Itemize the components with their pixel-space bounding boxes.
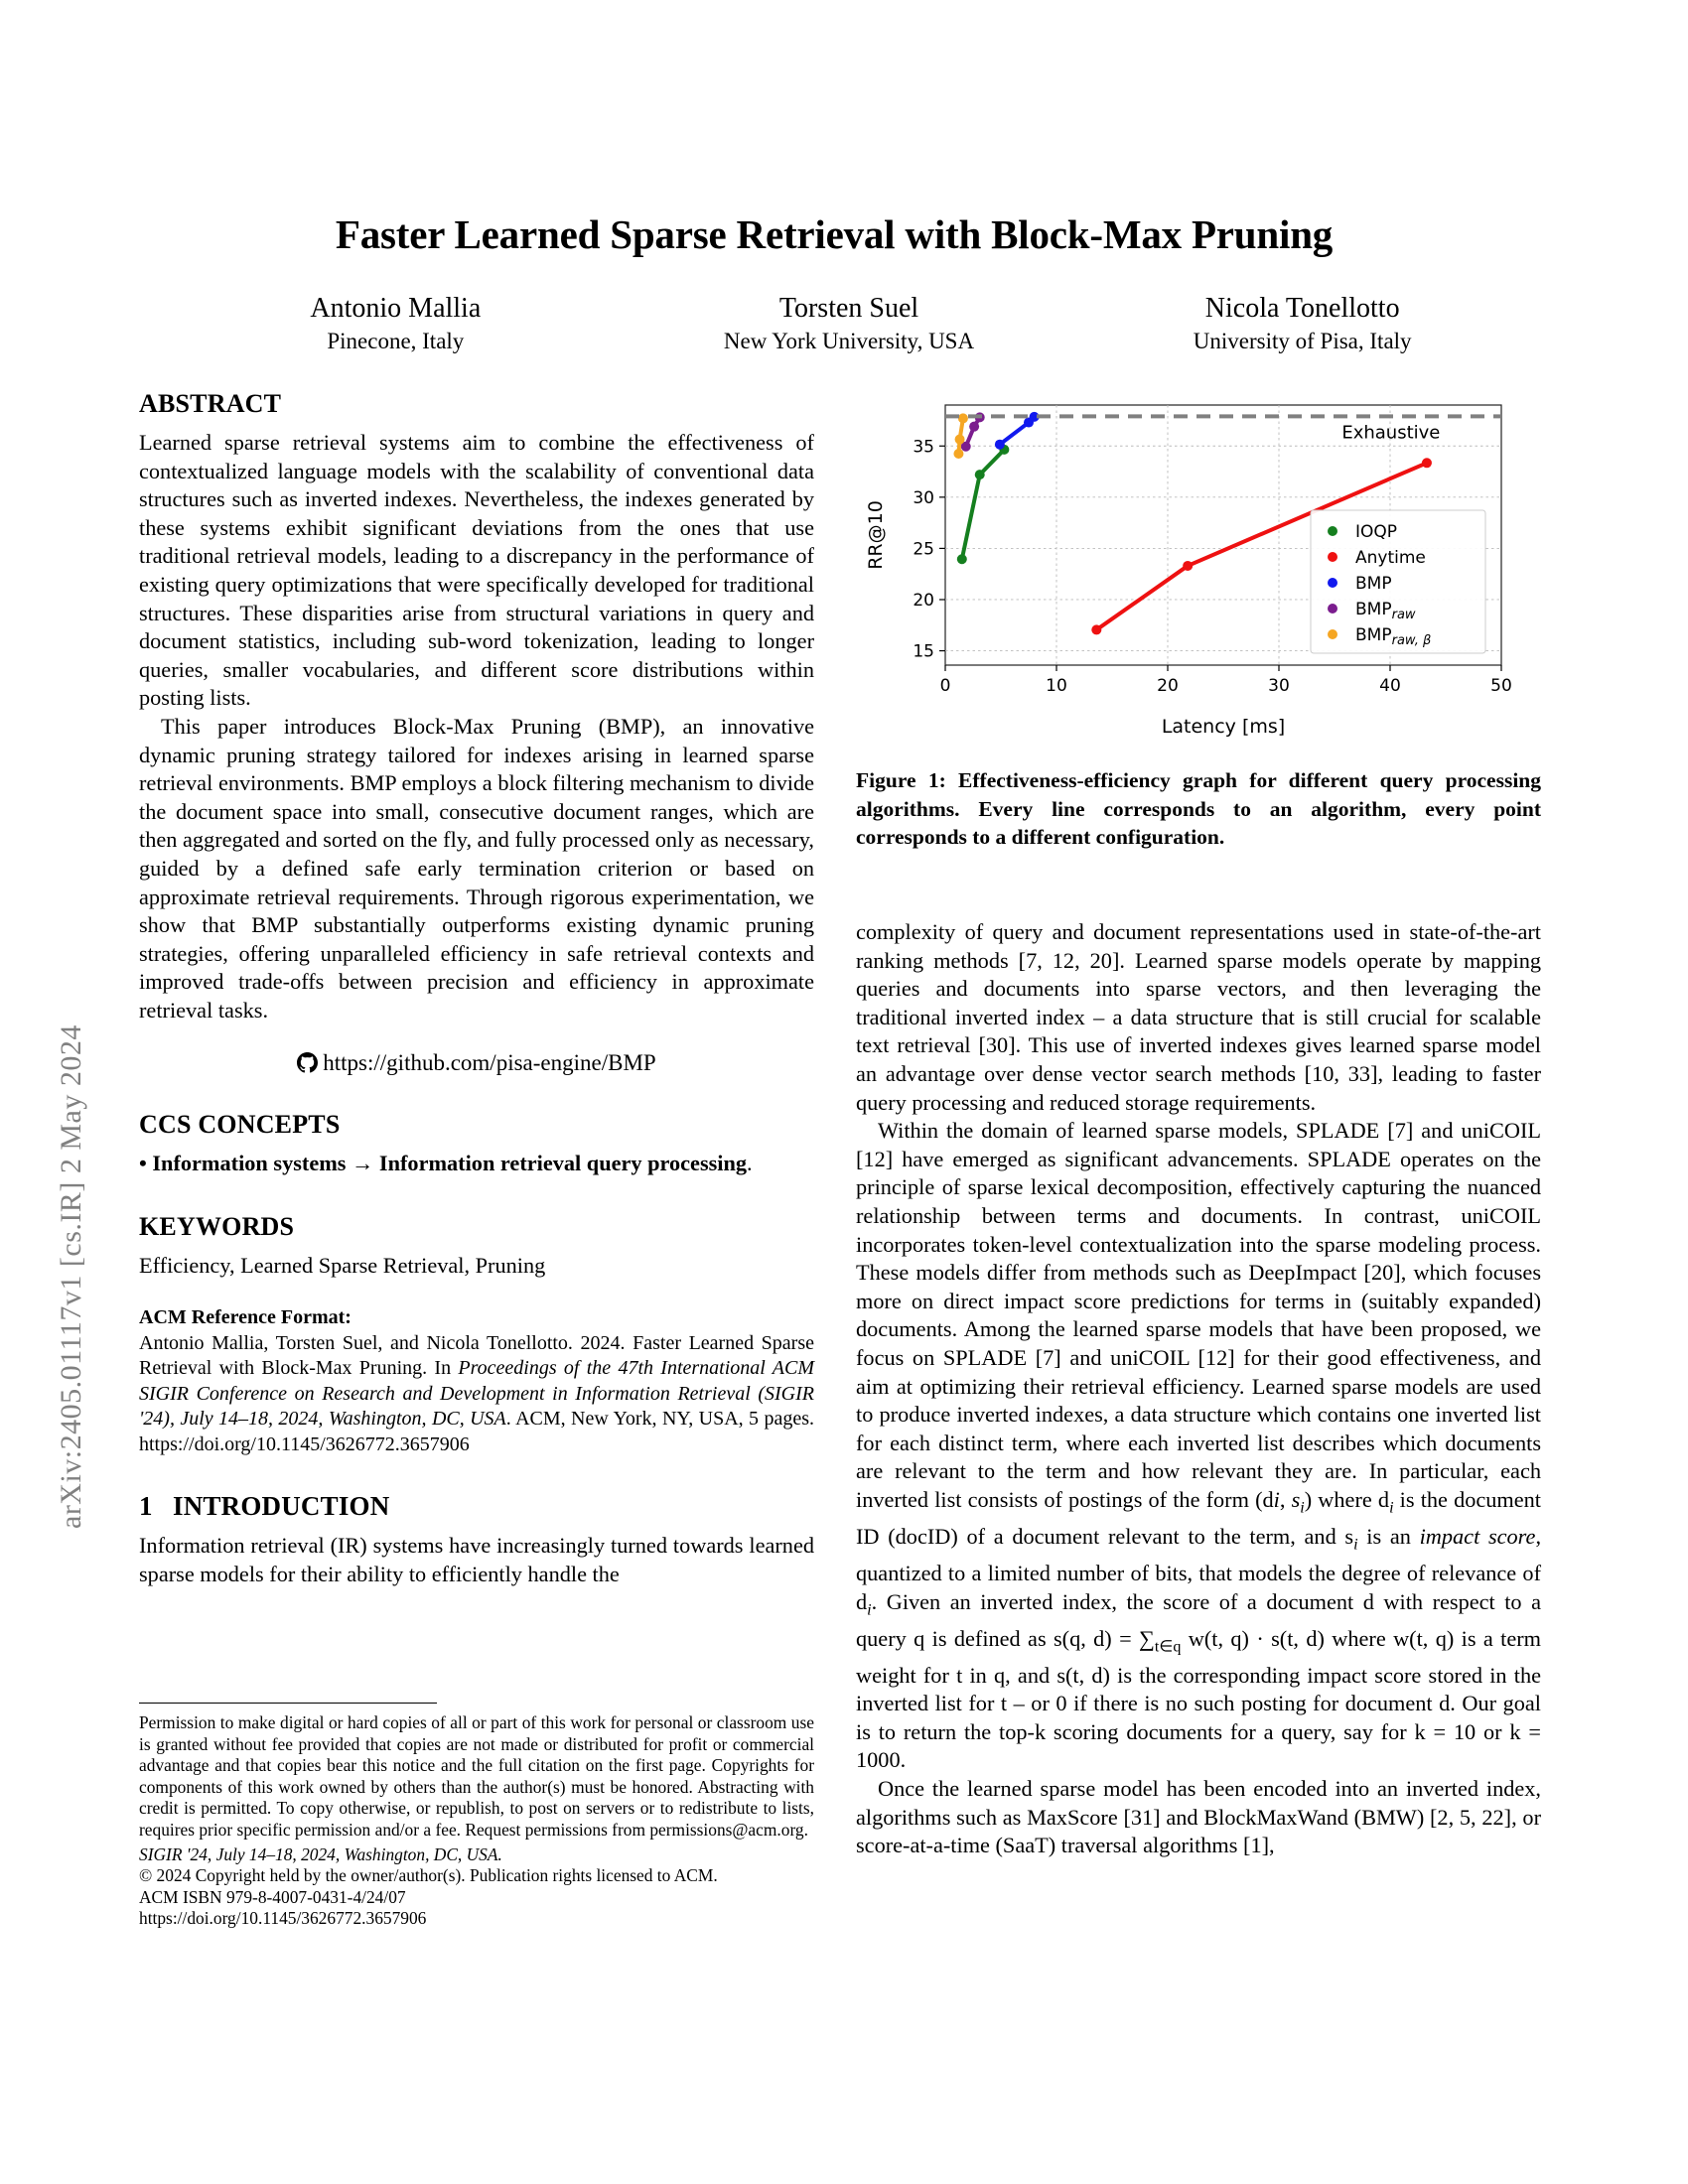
rp2-italic: impact score bbox=[1419, 1523, 1536, 1549]
svg-text:15: 15 bbox=[913, 641, 934, 662]
chart-ylabel: RR@10 bbox=[865, 500, 887, 570]
rp2-g: w(t, q) · s(t, d) where w(t, q) is a term weight for t in q, and s(t, d) is the corresponding impact score stored in the inverted list for t – or 0 if there is no such posting for document d. Our goal is to return the top-k scoring documents for a query, say for k = 10 or k = 1000. bbox=[856, 1625, 1541, 1773]
introduction-paragraph-1: Information retrieval (IR) systems have increasingly turned towards learned sparse models for their ability to efficiently handle the bbox=[139, 1533, 814, 1586]
author-entry bbox=[623, 291, 1076, 356]
svg-text:BMPraw: $BMP_{raw}$ bbox=[1355, 600, 1416, 622]
conference-line: SIGIR '24, July 14–18, 2024, Washington, DC, USA. bbox=[139, 1843, 502, 1864]
author-name: Torsten Suel bbox=[778, 293, 919, 324]
rp2-a: Within the domain of learned sparse models, SPLADE [7] and uniCOIL [12] have emerged as significant advancements. SPLADE operates on the principle of sparse lexical decomposition, effectively capturing the nuanced relationship between terms and documents. In contrast, uniCOIL incorporates token-level contextualization into the sparse modeling process. These models differ from methods such as DeepImpact [20], which focuses more on direct impact score predictions for terms in (suitably expanded) documents. Among the learned sparse models that have been proposed, we focus on SPLADE [7] and uniCOIL [12] for their good effectiveness, and aim at optimizing their retrieval efficiency. Learned sparse models are used to produce inverted indexes, a data structure which contains one inverted list for each distinct term, where each inverted list describes which documents are relevant to the term and how relevant they are. In particular, each inverted list consists of postings of the form (d bbox=[856, 1118, 1541, 1512]
figure-caption-label: Figure 1: bbox=[856, 768, 946, 792]
section-number: 1 bbox=[139, 1491, 153, 1522]
chart-svg bbox=[856, 387, 1541, 745]
ccs-concepts-heading: CCS CONCEPTS bbox=[139, 1110, 341, 1140]
author-affiliation: New York University, USA bbox=[723, 328, 975, 353]
abstract-heading: ABSTRACT bbox=[139, 389, 282, 418]
author-name: Antonio Mallia bbox=[310, 293, 482, 324]
abstract-paragraph-1: Learned sparse retrieval systems aim to combine the effectiveness of contextualized language models with the scalability of conventional data structures such as inverted indexes. Nevertheless, the indexes generated by these systems exhibit significant deviations from the ones that use traditional retrieval models, leading to a discrepancy in the performance of existing query optimizations that were specifically developed for traditional structures. These disparities arise from structural variations in query and document statistics, including sub-word tokenization, leading to longer queries, smaller vocabularies, and different score distributions within posting lists. bbox=[139, 430, 814, 711]
svg-text:20: 20 bbox=[1157, 676, 1179, 696]
acm-ref-part1: Antonio Mallia, Torsten Suel, and Nicola Tonellotto. 2024. Faster Learned Sparse Retrieval with Block-Max Pruning. In bbox=[139, 1331, 814, 1380]
author-name: Nicola Tonellotto bbox=[1204, 293, 1400, 324]
effectiveness-efficiency-chart bbox=[856, 387, 1541, 745]
author-entry bbox=[1075, 291, 1529, 356]
rp2-b: ) where d bbox=[1304, 1486, 1390, 1512]
svg-text:20: 20 bbox=[913, 590, 934, 611]
rp2-d: is an bbox=[1357, 1523, 1420, 1549]
author-entry bbox=[169, 291, 623, 356]
figure-caption-text: Effectiveness-efficiency graph for different query processing algorithms. Every line corresponds to an algorithm, every point corresponds to a different configuration. bbox=[856, 768, 1542, 849]
isbn-line: ACM ISBN 979-8-4007-0431-4/24/07 bbox=[139, 1886, 406, 1907]
github-icon bbox=[297, 1052, 318, 1073]
svg-text:0: 0 bbox=[939, 676, 951, 696]
author-list bbox=[169, 291, 1529, 356]
svg-text:25: 25 bbox=[913, 539, 934, 560]
svg-text:35: 35 bbox=[913, 437, 934, 458]
footnote-divider bbox=[139, 1703, 437, 1704]
author-affiliation: University of Pisa, Italy bbox=[1193, 328, 1412, 353]
copyright-line: © 2024 Copyright held by the owner/author(s). Publication rights licensed to ACM. bbox=[139, 1865, 718, 1886]
rp2-sum: ∑ bbox=[1139, 1625, 1155, 1651]
acm-ref-proceedings: Proceedings of the 47th International ACM SIGIR Conference on Research and Development in Information Retrieval (SIGIR '24), July 14–18, 2024, Washington, DC, USA bbox=[139, 1357, 814, 1431]
abstract-paragraph-2: This paper introduces Block-Max Pruning (BMP), an innovative dynamic pruning strategy tailored for indexes arising in learned sparse retrieval environments. BMP employs a block filtering mechanism to divide the document space into small, consecutive document ranges, which are then aggregated and sorted on the fly, and fully processed only as necessary, guided by a defined safe early termination criterion or based on approximate retrieval requirements. Through rigorous experimentation, we show that BMP substantially outperforms existing dynamic pruning strategies, offering unparalleled efficiency in safe retrieval contexts and improved trade-offs between precision and efficiency in approximate retrieval tasks. bbox=[139, 713, 814, 1023]
right-paragraph-1: complexity of query and document representations used in state-of-the-art ranking methods [7, 12, 20]. Learned sparse models operate by mapping queries and documents into sparse vectors, and then leveraging the traditional inverted index – a data structure that is still crucial for scalable text retrieval [30]. This use of inverted indexes gives learned sparse model an advantage over dense vector search methods [10, 33], leading to faster query processing and reduced storage requirements. bbox=[856, 919, 1541, 1115]
rp2-e: , quantized to a limited number of bits, that models the degree of relevance of d bbox=[856, 1523, 1542, 1614]
right-paragraph-2: Within the domain of learned sparse models, SPLADE [7] and uniCOIL [12] have emerged as significant advancements. SPLADE operates on the principle of sparse lexical decomposition, effectively capturing the nuanced relationship between terms and documents. In contrast, uniCOIL incorporates token-level contextualization into the sparse modeling process. These models differ from methods such as DeepImpact [20], which focuses more on direct impact score predictions for terms in (suitably expanded) documents. Among the learned sparse models that have been proposed, we focus on SPLADE [7] and uniCOIL [12] for their good effectiveness, and aim at optimizing their retrieval efficiency. Learned sparse models are used to produce inverted indexes, a data structure which contains one inverted list for each distinct term, where each inverted list describes which documents are relevant to the term and how relevant they are. In particular, each inverted list consists of postings of the form (di, $s_i$) where $d_i$ is the document ID (docID) of a document relevant to the term, and $s_i$ is an impact score, quantized to a limited number of bits, that models the degree of relevance of $d_i$. Given an inverted index, the score of a document d with respect to a query q is defined as s(q, $d) = \sum_{t\in q}$ w(t, q) · s(t, d) where w(t, q) is a term weight for t in q, and s(t, d) is the corresponding impact score stored in the inverted list for t – or 0 if there is no such posting for document d. Our goal is to return the top-k scoring documents for a query, say for k = 10 or k = 1000. bbox=[856, 1118, 1542, 1773]
chart-x-axis-ticks bbox=[940, 665, 1512, 696]
figure-caption bbox=[856, 766, 1541, 852]
author-affiliation: Pinecone, Italy bbox=[327, 328, 465, 353]
rp2-sub: t∈q bbox=[1154, 1638, 1182, 1656]
right-column bbox=[856, 918, 1541, 1860]
permission-notice: Permission to make digital or hard copies of all or part of this work for personal or classroom use is granted without fee provided that copies are not made or distributed for profit or commercial advantage and that copies bear this notice and the full citation on the first page. Copyrights for components of this work owned by others than the author(s) must be honored. Abstracting with credit is permitted. To copy otherwise, or republish, to post on servers or to redistribute to lists, requires prior specific permission and/or a fee. Request permissions from permissions@acm.org. bbox=[139, 1712, 814, 1840]
svg-text:10: 10 bbox=[1046, 676, 1067, 696]
doi-line: https://doi.org/10.1145/3626772.3657906 bbox=[139, 1908, 427, 1929]
introduction-heading bbox=[139, 1491, 814, 1522]
left-column bbox=[139, 389, 814, 1588]
acm-ref-part2: . ACM, New York, NY, USA, 5 pages. https://doi.org/10.1145/3626772.3657906 bbox=[139, 1408, 814, 1455]
svg-text:BMPraw, β: $BMP_{raw, \beta}$ bbox=[1355, 625, 1432, 648]
svg-text:IOQP: IOQP bbox=[1355, 522, 1398, 542]
acm-reference-text bbox=[139, 1331, 814, 1458]
svg-text:30: 30 bbox=[1268, 676, 1290, 696]
right-paragraph-3: Once the learned sparse model has been encoded into an inverted index, algorithms such as MaxScore [31] and BlockMaxWand (BMW) [2, 5, 22], or score-at-a-time (SaaT) traversal algorithms [1], bbox=[856, 1776, 1541, 1858]
ccs-concepts-text bbox=[139, 1150, 814, 1178]
svg-text:Anytime: Anytime bbox=[1355, 548, 1426, 568]
exhaustive-annotation-label: Exhaustive bbox=[1341, 422, 1441, 444]
chart-y-axis-ticks bbox=[913, 437, 945, 661]
keywords-text: Efficiency, Learned Sparse Retrieval, Pruning bbox=[139, 1253, 546, 1279]
section-title: INTRODUCTION bbox=[173, 1491, 390, 1522]
chart-xlabel: Latency [ms] bbox=[1161, 716, 1286, 738]
ccs-period: . bbox=[747, 1151, 753, 1176]
svg-text:BMP: BMP bbox=[1355, 574, 1392, 594]
figure-1 bbox=[856, 387, 1541, 852]
svg-text:50: 50 bbox=[1490, 676, 1512, 696]
svg-text:30: 30 bbox=[913, 487, 934, 508]
github-repository-link[interactable] bbox=[139, 1050, 814, 1076]
rp2-c: is the document ID (docID) of a document relevant to the term, and s bbox=[856, 1486, 1541, 1549]
github-url-text: https://github.com/pisa-engine/BMP bbox=[323, 1050, 656, 1076]
arxiv-identifier-stamp: arXiv:2405.01117v1 [cs.IR] 2 May 2024 bbox=[55, 1024, 87, 1529]
copyright-footnote bbox=[139, 1703, 814, 1930]
rp2-f: . Given an inverted index, the score of a document d with respect to a query q is defined as s(q, d) = bbox=[856, 1588, 1541, 1651]
ccs-bullet-text: • Information systems → Information retrieval query processing bbox=[139, 1151, 748, 1176]
keywords-heading: KEYWORDS bbox=[139, 1212, 295, 1242]
page-title: Faster Learned Sparse Retrieval with Block-Max Pruning bbox=[335, 211, 1334, 257]
svg-text:40: 40 bbox=[1379, 676, 1401, 696]
acm-reference-heading: ACM Reference Format: bbox=[139, 1305, 352, 1328]
chart-legend bbox=[1311, 510, 1485, 653]
